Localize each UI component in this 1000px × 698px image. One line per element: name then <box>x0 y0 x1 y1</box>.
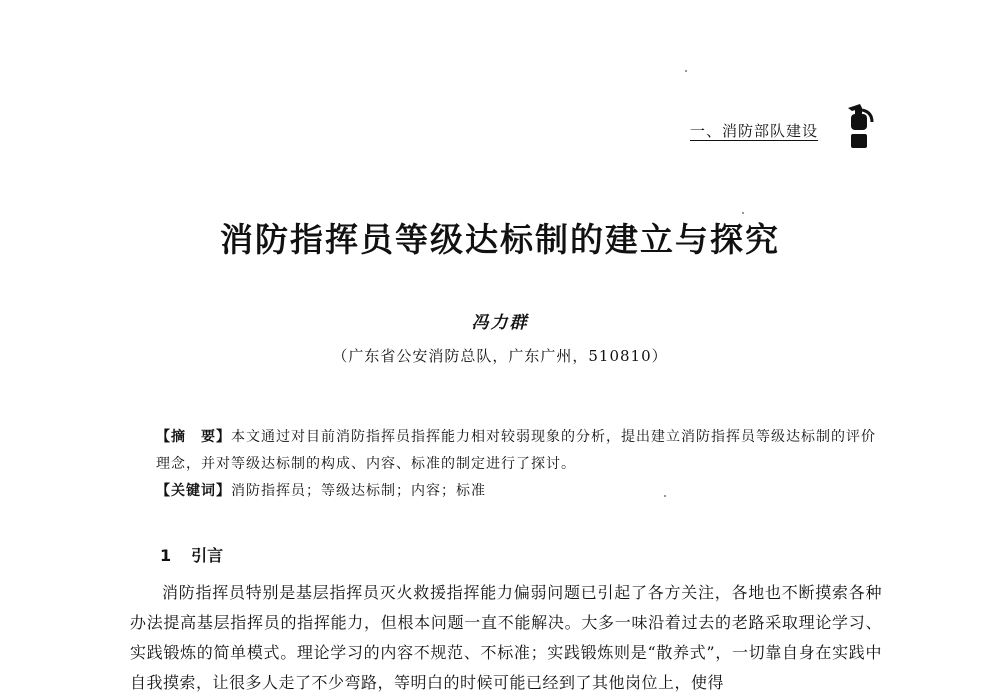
author-affiliation: （广东省公安消防总队，广东广州，510810） <box>332 347 668 365</box>
abstract-block <box>130 424 880 505</box>
keywords-line <box>130 478 880 505</box>
fire-extinguisher-icon <box>842 102 876 150</box>
scan-speck <box>742 212 744 214</box>
section-number: 1 <box>160 546 172 565</box>
scan-speck <box>664 495 666 497</box>
abstract-label: 【摘 要】 <box>156 429 231 445</box>
article-title: 消防指挥员等级达标制的建立与探究 <box>220 220 780 259</box>
running-head: 一、消防部队建设 <box>690 122 819 140</box>
abstract-text: 本文通过对目前消防指挥员指挥能力相对较弱现象的分析，提出建立消防指挥员等级达标制的评价理念，并对等级达标制的构成、内容、标准的制定进行了探讨。 <box>156 429 876 472</box>
section-heading <box>160 543 223 566</box>
section-title: 引言 <box>191 546 224 565</box>
keywords-text: 消防指挥员；等级达标制；内容；标准 <box>231 483 486 499</box>
scan-speck <box>685 70 687 72</box>
keywords-label: 【关键词】 <box>156 483 231 499</box>
abstract-paragraph <box>130 424 880 478</box>
body-paragraph: 消防指挥员特别是基层指挥员灭火救援指挥能力偏弱问题已引起了各方关注，各地也不断摸索各种办法提高基层指挥员的指挥能力，但根本问题一直不能解决。大多一味沿着过去的老路采取理论学习、实践锻炼的简单模式。理论学习的内容不规范、不标准；实践锻炼则是“散养式”，一切靠自身在实践中自我摸索，让很多人走了不少弯路，等明白的时候可能已经到了其他岗位上，使得 <box>130 583 882 692</box>
body-text <box>130 578 882 698</box>
author-name: 冯力群 <box>471 313 529 333</box>
